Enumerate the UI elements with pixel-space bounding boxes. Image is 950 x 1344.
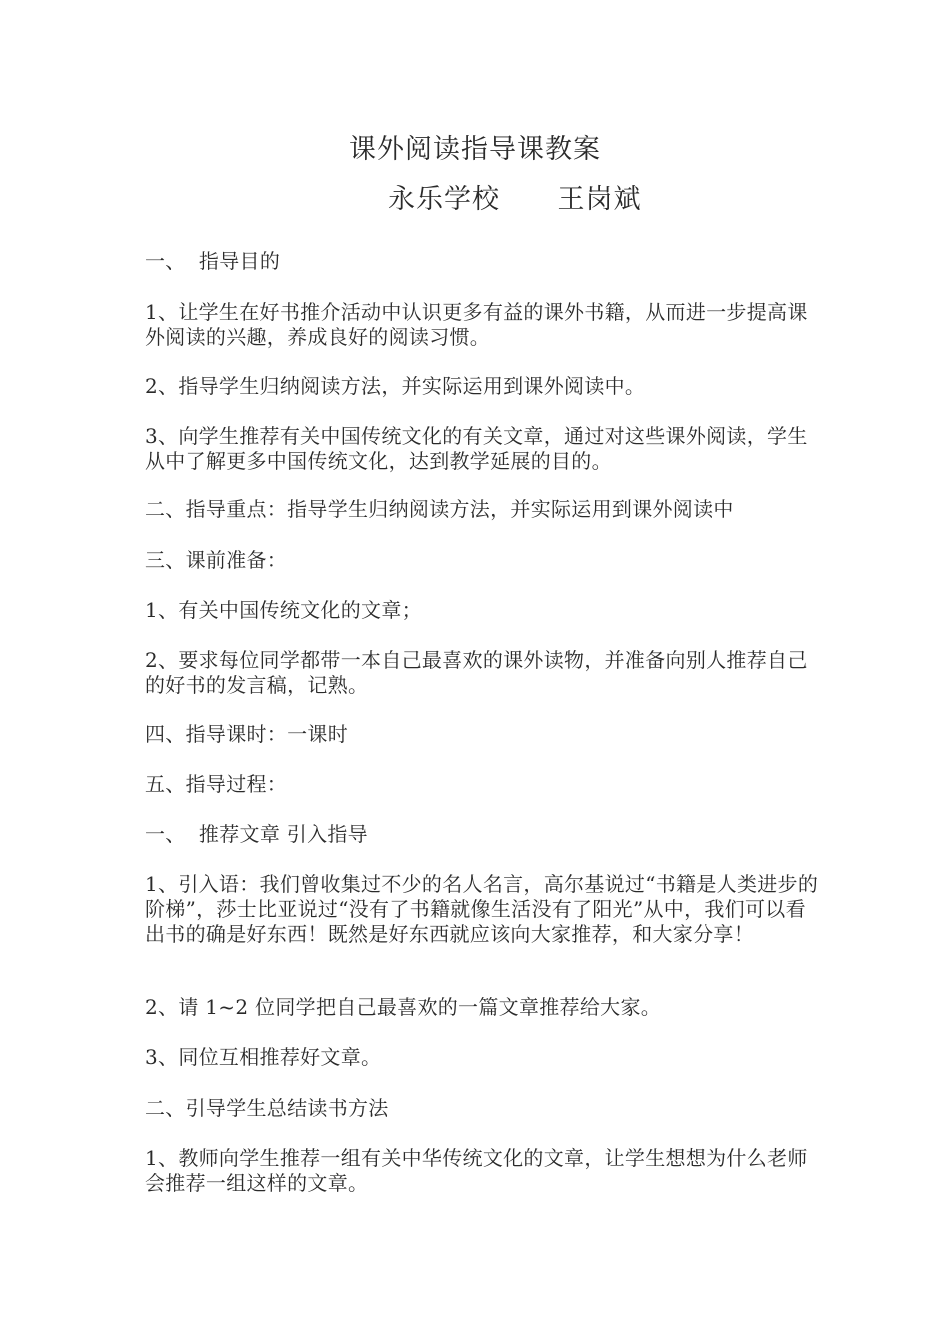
paragraph: 1、让学生在好书推介活动中认识更多有益的课外书籍，从而进一步提高课外阅读的兴趣，养成良好的阅读习惯。	[145, 300, 808, 349]
paragraph: 2、请 1~2 位同学把自己最喜欢的一篇文章推荐给大家。	[145, 995, 662, 1019]
paragraph: 2、指导学生归纳阅读方法，并实际运用到课外阅读中。	[145, 374, 646, 398]
paragraph: 3、向学生推荐有关中国传统文化的有关文章，通过对这些课外阅读，学生从中了解更多中国传统文化，达到教学延展的目的。	[145, 424, 808, 473]
paragraph: 3、同位互相推荐好文章。	[145, 1045, 382, 1069]
section-heading-duration: 四、指导课时：一课时	[145, 722, 348, 746]
document-subtitle: 永乐学校 王岗斌	[388, 184, 642, 215]
section-heading-focus: 二、指导重点：指导学生归纳阅读方法，并实际运用到课外阅读中	[145, 497, 734, 521]
section-heading-preparation: 三、课前准备：	[145, 548, 288, 572]
section-heading-process: 五、指导过程：	[145, 772, 288, 796]
paragraph: 1、教师向学生推荐一组有关中华传统文化的文章，让学生想想为什么老师会推荐一组这样的文章。	[145, 1146, 808, 1195]
paragraph: 1、有关中国传统文化的文章；	[145, 598, 422, 622]
section-heading-recommend: 一、 推荐文章 引入指导	[145, 822, 368, 846]
document-title: 课外阅读指导课教案	[349, 134, 601, 165]
section-heading-methods: 二、引导学生总结读书方法	[145, 1096, 389, 1120]
paragraph: 2、要求每位同学都带一本自己最喜欢的课外读物，并准备向别人推荐自己的好书的发言稿，记熟。	[145, 648, 808, 697]
section-heading-objectives: 一、 指导目的	[145, 249, 281, 273]
paragraph: 1、引入语：我们曾收集过不少的名人名言，高尔基说过“书籍是人类进步的阶梯”，莎士比亚说过“没有了书籍就像生活没有了阳光”从中，我们可以看出书的确是好东西！既然是好东西就应该向大家推荐，和大家分享！	[145, 872, 819, 946]
